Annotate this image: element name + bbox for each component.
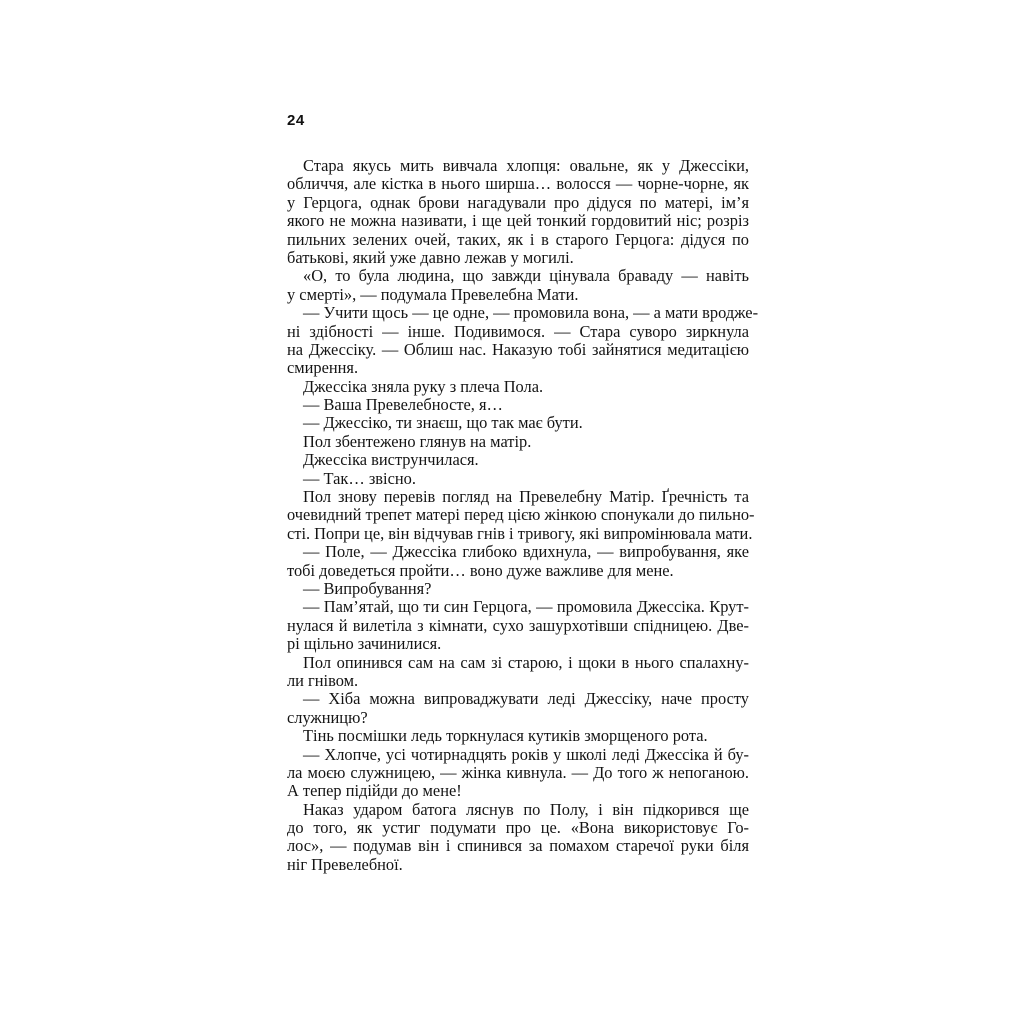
body-text (287, 156, 759, 874)
text-line: — Хлопче, усі чотирнадцять років у школі леді Джессіка й бу- (303, 744, 749, 764)
text-line: обличчя, але кістка в нього ширша… волосся — чорне-чорне, як (287, 174, 749, 194)
text-line: ла моєю служницею, — жінка кивнула. — До того ж непоганою. (287, 762, 749, 782)
text-line: ніг Превелебної. (287, 854, 403, 874)
text-line: батькові, який уже давно лежав у могилі. (287, 247, 574, 267)
page-number: 24 (287, 112, 305, 129)
text-line: Тінь посмішки ледь торкнулася кутиків зморщеного рота. (303, 726, 708, 746)
text-line: — Так… звісно. (303, 468, 416, 488)
text-line: — Пам’ятай, що ти син Герцога, — промовила Джессіка. Крут- (303, 597, 749, 617)
text-line: рі щільно зачинилися. (287, 634, 442, 654)
text-line: Наказ ударом батога ляснув по Полу, і він підкорився ще (303, 799, 749, 819)
text-line: смирення. (287, 358, 359, 378)
text-line: нулася й вилетіла з кімнати, сухо зашурхотівши спідницею. Две- (287, 615, 749, 635)
text-line: у смерті», — подумала Превелебна Мати. (287, 284, 579, 304)
text-line: ли гнівом. (287, 670, 359, 690)
text-line: Джессіка зняла руку з плеча Пола. (303, 376, 544, 396)
text-line: — Джессіко, ти знаєш, що так має бути. (303, 413, 583, 433)
text-line: ні здібності — інше. Подивимося. — Стара суворо зиркнула (287, 321, 749, 341)
text-line: — Поле, — Джессіка глибоко вдихнула, — випробування, яке (303, 542, 749, 562)
text-line: — Випробування? (303, 578, 432, 598)
text-line: Пол збентежено глянув на матір. (303, 431, 532, 451)
text-line: якого не можна називати, і ще цей тонкий гордовитий ніс; розріз (287, 211, 749, 231)
text-line: «О, то була людина, що завжди цінувала браваду — навіть (303, 266, 749, 286)
text-line: Стара якусь мить вивчала хлопця: овальне, як у Джессіки, (303, 156, 749, 175)
text-line: — Учити щось — це одне, — промовила вона, — а мати вродже- (303, 303, 759, 323)
text-line: до того, як устиг подумати про це. «Вона використовує Го- (287, 818, 749, 838)
text-line: лос», — подумав він і спинився за помахом старечої руки біля (287, 836, 749, 856)
text-line: очевидний трепет матері перед цією жінкою спонукали до пильно- (287, 505, 755, 525)
text-line: пильних зелених очей, таких, як і в старого Герцога: дідуся по (287, 229, 749, 249)
text-line: — Ваша Превелебносте, я… (303, 395, 503, 415)
text-line: А тепер підійди до мене! (287, 781, 462, 801)
text-line: на Джессіку. — Облиш нас. Наказую тобі зайнятися медитацією (287, 339, 749, 359)
text-line: Джессіка виструнчилася. (303, 450, 479, 470)
text-line: тобі доведеться пройти… воно дуже важливе для мене. (287, 560, 674, 580)
text-line: Пол знову перевів погляд на Превелебну Матір. Ґречність та (303, 487, 749, 507)
text-line: — Хіба можна випроваджувати леді Джессіку, наче просту (303, 689, 749, 709)
text-line: служницю? (287, 707, 368, 727)
text-line: сті. Попри це, він відчував гнів і тривогу, які випромінювала мати. (287, 523, 753, 543)
text-line: у Герцога, однак брови нагадували про дідуся по матері, ім’я (287, 192, 749, 212)
text-line: Пол опинився сам на сам зі старою, і щоки в нього спалахну- (303, 652, 749, 672)
